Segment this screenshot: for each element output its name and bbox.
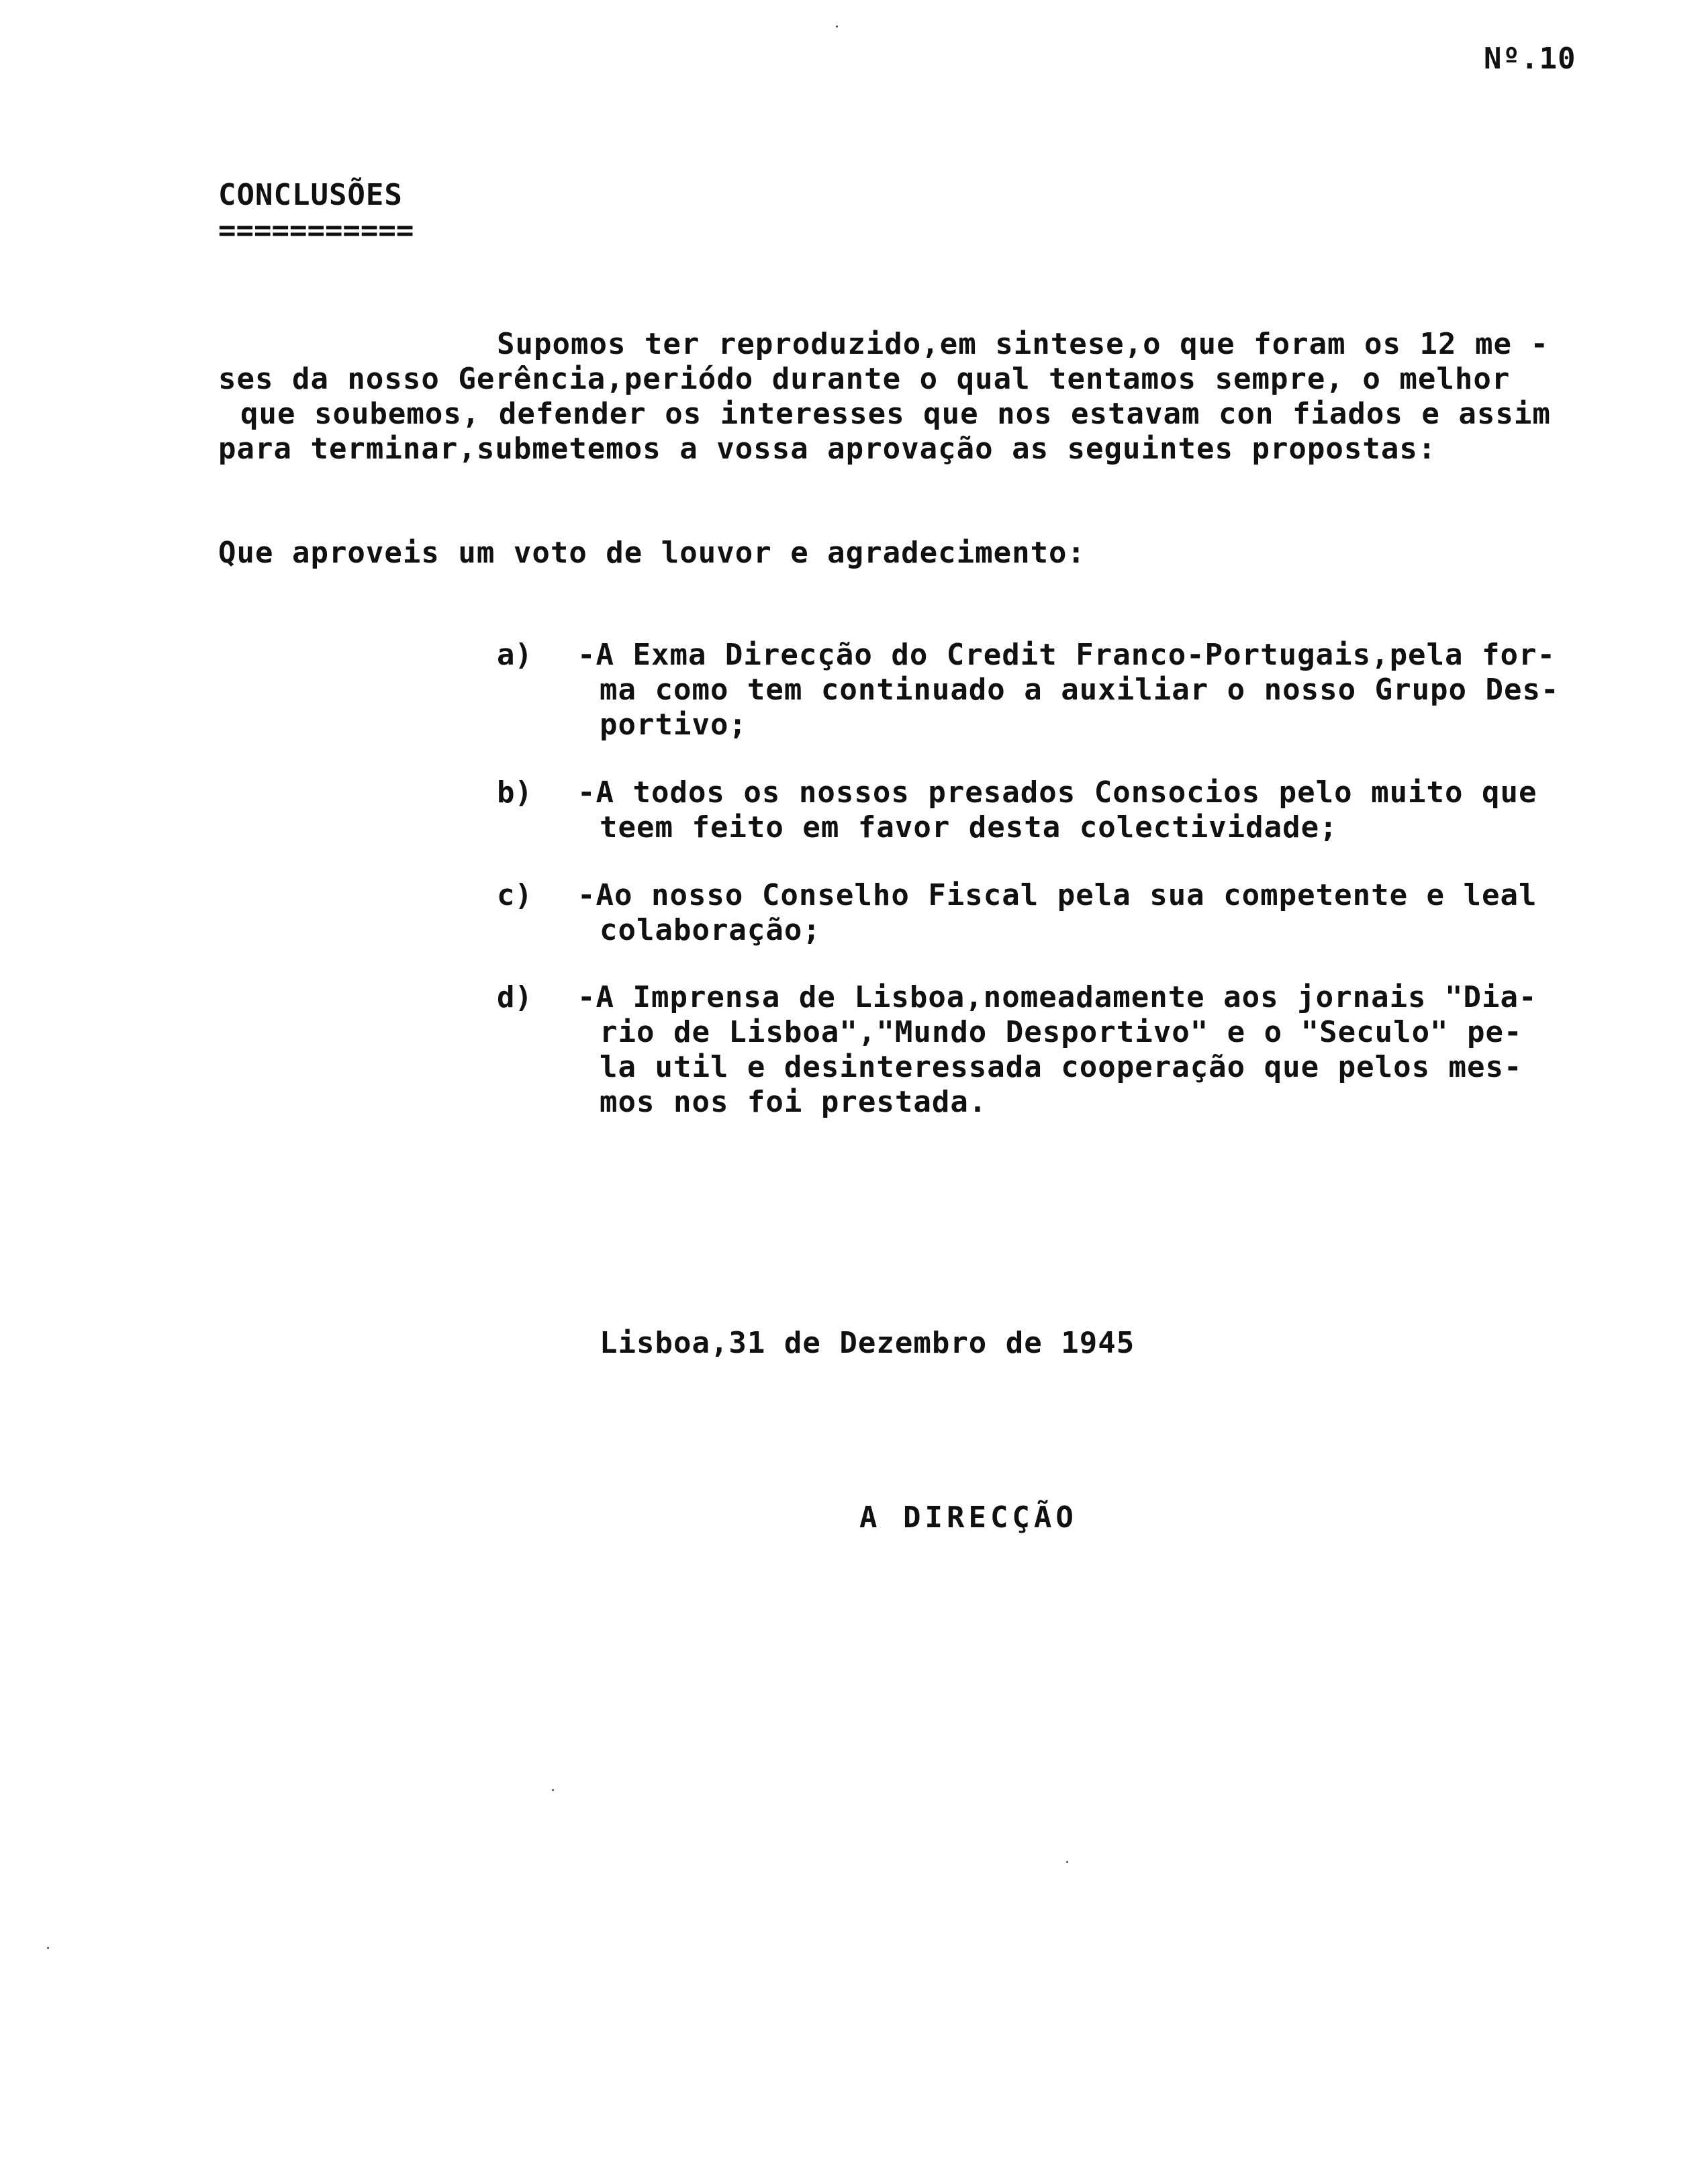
item-line: mos nos foi prestada.: [600, 1085, 988, 1119]
intro-line: ses da nosso Gerência,periódo durante o qual tentamos sempre, o melhor: [218, 362, 1511, 396]
heading-underline: ===========: [218, 213, 414, 248]
heading: CONCLUSÕES: [218, 178, 403, 212]
date-line: Lisboa,31 de Dezembro de 1945: [600, 1326, 1135, 1360]
scan-speck: [552, 1789, 554, 1791]
intro-line: que soubemos, defender os interesses que nos estavam con fiados e assim: [240, 397, 1551, 431]
item-line: teem feito em favor desta colectividade;: [600, 810, 1338, 845]
item-marker: c): [497, 878, 532, 912]
item-line: portivo;: [600, 708, 747, 742]
scan-speck: [836, 26, 838, 28]
scan-speck: [47, 1947, 49, 1949]
item-line: colaboração;: [600, 913, 821, 947]
scan-speck: [1066, 1861, 1068, 1863]
intro-line: Supomos ter reproduzido,em sintese,o que foram os 12 me -: [497, 327, 1549, 361]
item-line: -A todos os nossos presados Consocios pelo muito que: [577, 775, 1537, 810]
item-marker: a): [497, 638, 532, 672]
intro-line: para terminar,submetemos a vossa aprovação as seguintes propostas:: [218, 432, 1437, 466]
item-line: ma como tem continuado a auxiliar o nosso Grupo Des-: [600, 673, 1560, 707]
signature: A DIRECÇÃO: [859, 1500, 1078, 1535]
item-line: rio de Lisboa","Mundo Desportivo" e o "Seculo" pe-: [600, 1015, 1523, 1049]
item-line: la util e desinteressada cooperação que pelos mes-: [600, 1050, 1523, 1084]
item-marker: d): [497, 980, 532, 1014]
item-marker: b): [497, 775, 532, 810]
item-line: -A Imprensa de Lisboa,nomeadamente aos jornais "Dia-: [577, 980, 1537, 1014]
item-line: -Ao nosso Conselho Fiscal pela sua competente e leal: [577, 878, 1537, 912]
vote-line: Que aproveis um voto de louvor e agradecimento:: [218, 536, 1086, 570]
page-number: Nº.10: [1484, 42, 1576, 76]
item-line: -A Exma Direcção do Credit Franco-Portugais,pela for-: [577, 638, 1556, 672]
